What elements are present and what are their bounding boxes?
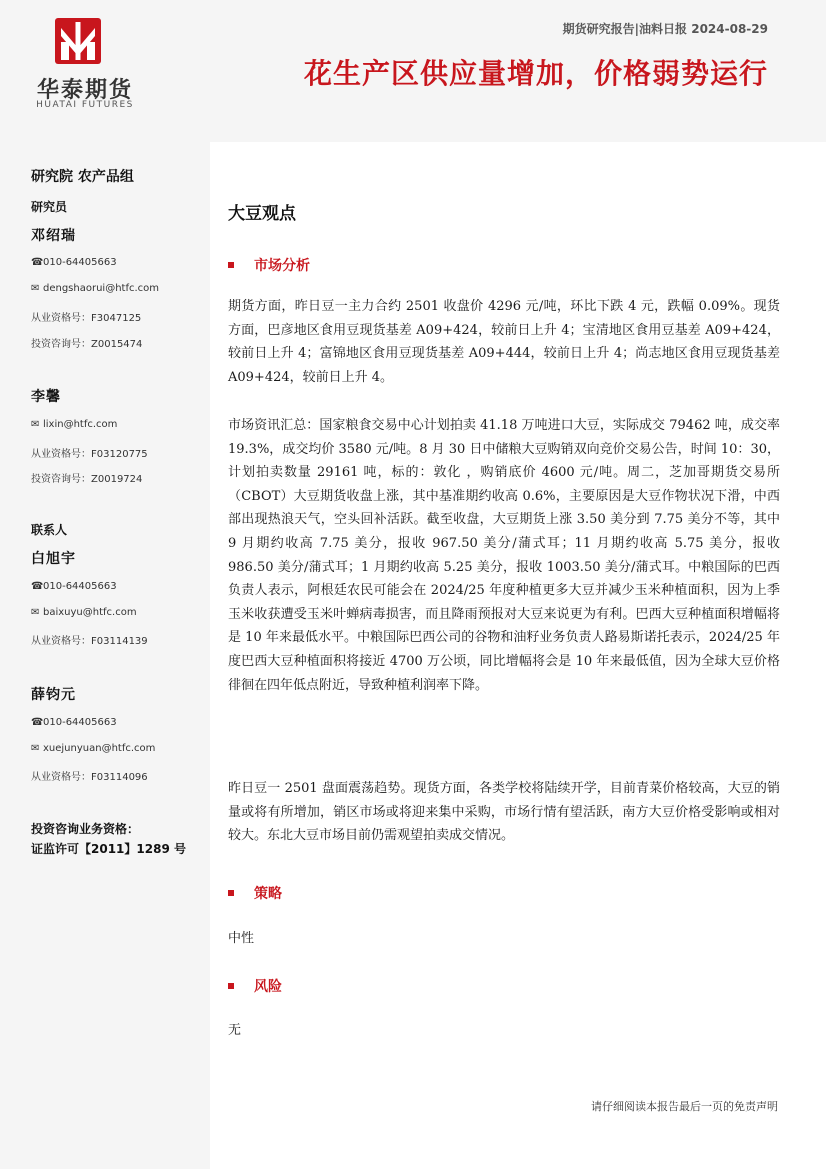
contact-name: 薛钧元 (31, 687, 76, 703)
analyst-name: 李馨 (31, 389, 61, 405)
qualification-label: 投资咨询业务资格： (31, 822, 140, 836)
analyst-license: 从业资格号：F03120775 (31, 449, 148, 460)
envelope-icon: ✉ (31, 743, 40, 754)
contact-email: ✉ xuejunyuan@htfc.com (31, 743, 156, 754)
contact-phone: ☎010-64405663 (31, 581, 117, 592)
bullet-icon (228, 890, 234, 896)
contact-name: 白旭宇 (31, 551, 76, 567)
analyst-advisory: 投资咨询号：Z0019724 (31, 474, 143, 485)
strategy-heading: 策略 (228, 883, 282, 903)
qualification-license: 证监许可【2011】1289 号 (31, 842, 186, 856)
envelope-icon: ✉ (31, 607, 40, 618)
envelope-icon: ✉ (31, 283, 40, 294)
risk-heading: 风险 (228, 976, 282, 996)
phone-icon: ☎ (31, 257, 44, 268)
section-title: 大豆观点 (228, 204, 296, 224)
logo-english-name: HUATAI FUTURES (36, 100, 134, 110)
paragraph-market-news: 市场资讯汇总：国家粮食交易中心计划拍卖 41.18 万吨进口大豆，实际成交 79462 吨，成交率 19.3%，成交均价 3580 元/吨。8 月 30 日中储粮大豆购销双向竞价交易公告，时间 10：30，计划拍卖数量 29161 吨，标的：敦化 ，购销底价 4600 元/吨。周二，芝加哥期货交易所（CBOT）大豆期货收盘上涨，其中基准期约收高 0.6%，主要原因是大豆作物状况下滑，中西部出现热浪天气，空头回补活跃。截至收盘，大豆期货上涨 3.50 美分到 7.75 美分不等，其中 9 月期约收高 7.75 美分，报收 967.50 美分/蒲式耳；11 月期约收高 5.75 美分，报收 986.50 美分/蒲式耳；1 月期约收高 5.25 美分，报收 1003.50 美分/蒲式耳。中粮国际的巴西负责人表示，阿根廷农民可能会在 2024/25 年度种植更多大豆并减少玉米种植面积，因为上季玉米收获遭受玉米叶蝉病毒损害，而且降雨预报对大豆来说更为有利。巴西大豆种植面积增幅将是 10 年来最低水平。中粮国际巴西公司的谷物和油籽业务负责人路易斯诺托表示，2024/25 年度巴西大豆种植面积将接近 4700 万公顷，同比增幅将会是 10 年来最低值，因为全球大豆价格徘徊在四年低点附近，导致种植利润率下降。 (228, 418, 780, 693)
research-group: 研究院 农产品组 (31, 169, 134, 185)
envelope-icon: ✉ (31, 419, 40, 430)
researcher-label: 研究员 (31, 200, 68, 214)
contact-phone: ☎010-64405663 (31, 717, 117, 728)
bullet-icon (228, 262, 234, 268)
contact-label: 联系人 (31, 523, 68, 537)
sidebar (0, 142, 210, 1169)
page-title: 花生产区供应量增加，价格弱势运行 (303, 57, 768, 90)
analyst-phone: ☎010-64405663 (31, 257, 117, 268)
logo-chinese-name: 华泰期货 (36, 78, 133, 103)
paragraph-outlook: 昨日豆一 2501 盘面震荡趋势。现货方面，各类学校将陆续开学，目前青菜价格较高，大豆的销量或将有所增加，销区市场或将迎来集中采购，市场行情有望活跃，南方大豆价格受影响或相对较大。东北大豆市场目前仍需观望拍卖成交情况。 (228, 781, 780, 844)
risk-value: 无 (228, 1023, 242, 1038)
strategy-value: 中性 (228, 931, 255, 946)
report-tag: 期货研究报告|油料日报 2024-08-29 (562, 22, 768, 36)
disclaimer-note: 请仔细阅读本报告最后一页的免责声明 (591, 1100, 778, 1113)
contact-email: ✉ baixuyu@htfc.com (31, 607, 137, 618)
analyst-email: ✉ dengshaorui@htfc.com (31, 283, 160, 294)
market-analysis-heading: 市场分析 (228, 255, 310, 275)
paragraph-futures: 期货方面，昨日豆一主力合约 2501 收盘价 4296 元/吨，环比下跌 4 元，跌幅 0.09%。现货方面，巴彦地区食用豆现货基差 A09+424，较前日上升 4；宝清地区食用豆基差 A09+424，较前日上升 4；富锦地区食用豆现货基差 A09+444，较前日上升 4；尚志地区食用豆现货基差 A09+424，较前日上升 4。 (228, 299, 780, 385)
bullet-icon (228, 983, 234, 989)
phone-icon: ☎ (31, 717, 44, 728)
phone-icon: ☎ (31, 581, 44, 592)
huatai-logo-icon (55, 18, 101, 64)
analyst-advisory: 投资咨询号：Z0015474 (31, 339, 143, 350)
analyst-name: 邓绍瑞 (31, 228, 76, 244)
analyst-email: ✉ lixin@htfc.com (31, 419, 118, 430)
contact-license: 从业资格号：F03114096 (31, 772, 148, 783)
contact-license: 从业资格号：F03114139 (31, 636, 148, 647)
analyst-license: 从业资格号：F3047125 (31, 313, 142, 324)
